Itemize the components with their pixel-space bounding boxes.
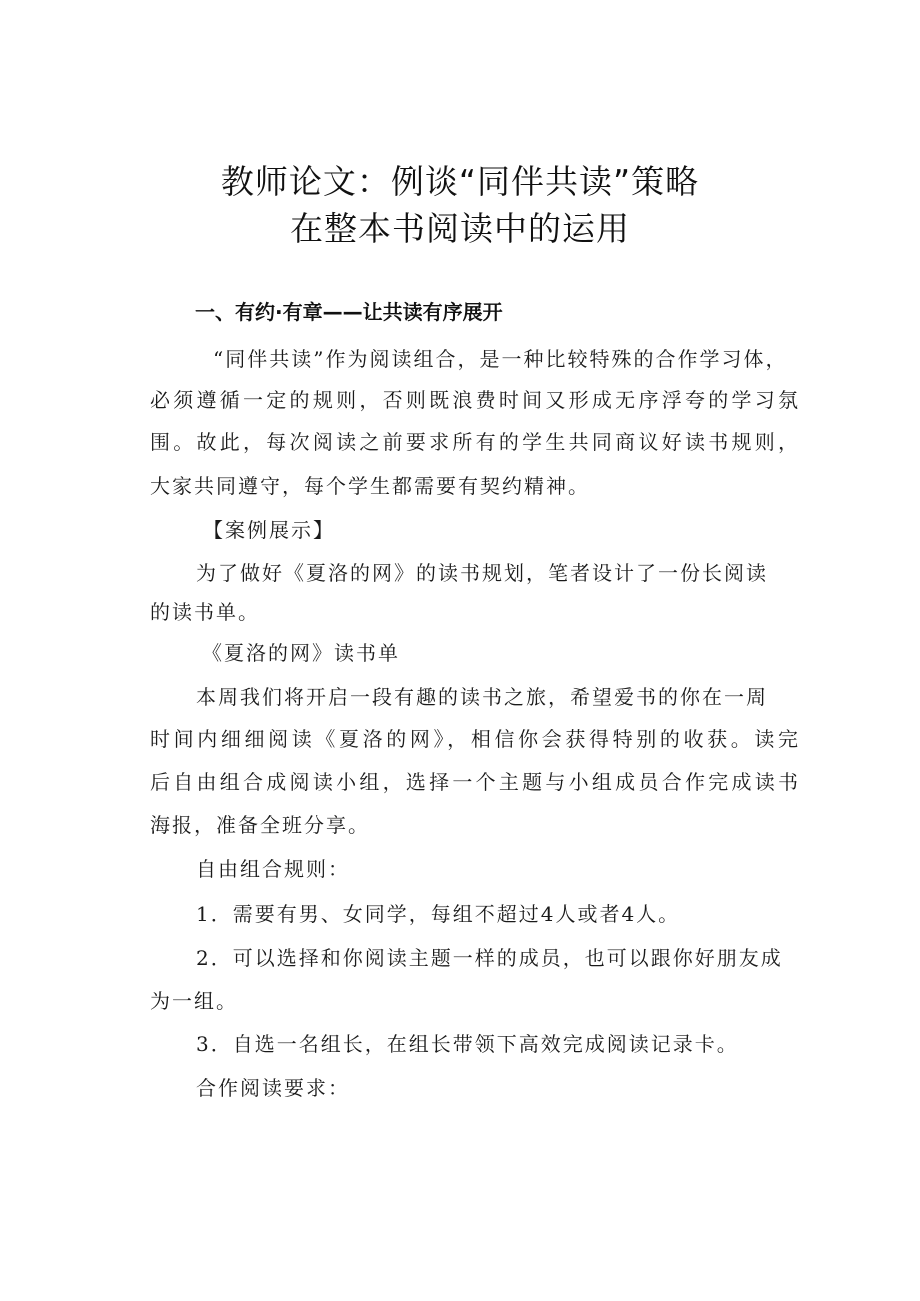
rule-2-line-1: 2．可以选择和你阅读主题一样的成员，也可以跟你好朋友成 [196,946,783,970]
paragraph-3-line-3: 后自由组合成阅读小组，选择一个主题与小组成员合作完成读书 [150,770,800,794]
paragraph-3-line-1: 本周我们将开启一段有趣的读书之旅，希望爱书的你在一周 [196,685,768,709]
paragraph-2-line-1: 为了做好《夏洛的网》的读书规划，笔者设计了一份长阅读 [196,561,768,585]
paragraph-1-line-4: 大家共同遵守，每个学生都需要有契约精神。 [150,474,590,498]
document-title-line-1: 教师论文：例谈“同伴共读”策略 [220,162,700,201]
paragraph-1-line-3: 围。故此，每次阅读之前要求所有的学生共同商议好读书规则， [150,430,800,454]
rule-1: 1．需要有男、女同学，每组不超过4人或者4人。 [196,902,681,926]
paragraph-3-line-4: 海报，准备全班分享。 [150,813,370,837]
paragraph-2-line-2: 的读书单。 [150,600,260,624]
case-label: 【案例展示】 [203,518,335,542]
rule-2-line-2: 为一组。 [150,989,238,1013]
paragraph-1-line-1: “同伴共读”作为阅读组合，是一种比较特殊的合作学习体， [213,347,788,371]
document-title-line-2: 在整本书阅读中的运用 [290,209,630,248]
rule-3: 3．自选一名组长，在组长带领下高效完成阅读记录卡。 [196,1032,739,1056]
cooperative-reading-requirements-label: 合作阅读要求： [196,1076,350,1100]
rules-label: 自由组合规则： [196,857,350,881]
reading-sheet-title: 《夏洛的网》读书单 [202,641,400,665]
paragraph-1-line-2: 必须遵循一定的规则，否则既浪费时间又形成无序浮夸的学习氛 [150,388,800,412]
paragraph-3-line-2: 时间内细细阅读《夏洛的网》，相信你会获得特别的收获。读完 [150,727,800,751]
section-heading: 一、有约·有章——让共读有序展开 [195,300,503,324]
